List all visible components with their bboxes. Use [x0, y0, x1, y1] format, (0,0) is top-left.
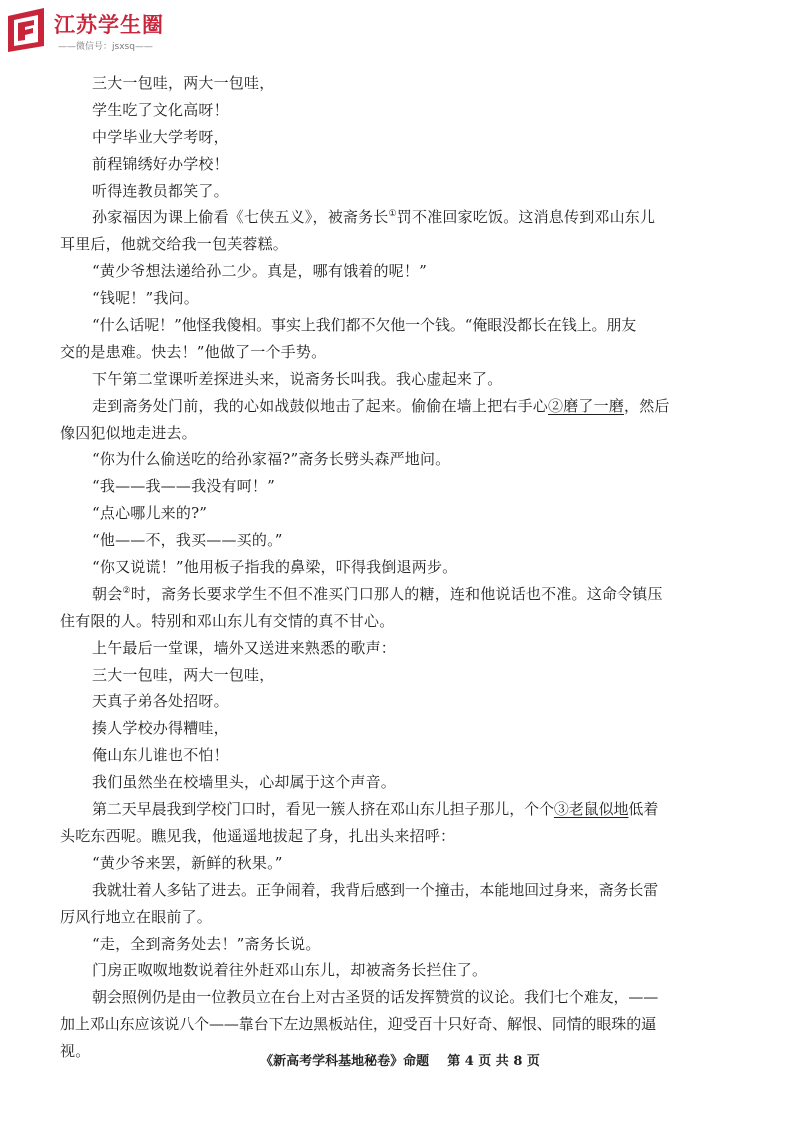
- footer-source: 《新高考学科基地秘卷》命题: [260, 1054, 430, 1069]
- text-line: [60, 796, 720, 823]
- text-span: 走到斋务处门前，我的心如战鼓似地击了起来。偷偷在墙上把右手心: [92, 396, 549, 415]
- text-line: 我就壮着人多钻了进去。正争闹着，我背后感到一个撞击，本能地回过身来，斋务长雷: [92, 880, 659, 899]
- text-line: “他——不，我买——买的。”: [92, 531, 283, 550]
- text-line: “走，全到斋务处去！”斋务长说。: [92, 934, 321, 953]
- text-span: 孙家福因为课上偷看《七侠五义》，被斋务长: [92, 208, 389, 227]
- text-line: 厉风行地立在眼前了。: [60, 907, 213, 926]
- text-line: “你为什么偷送吃的给孙家福?”斋务长劈头森严地问。: [92, 450, 451, 469]
- text-line: 下午第二堂课听差探进头来，说斋务长叫我。我心虚起来了。: [92, 369, 503, 388]
- text-line: 前程锦绣好办学校！: [92, 154, 229, 173]
- text-line: 三大一包哇，两大一包哇，: [92, 665, 275, 684]
- article-body: [60, 70, 720, 1065]
- footnote-marker: ①: [388, 209, 397, 220]
- logo: [4, 6, 164, 56]
- text-span: 第二天早晨我到学校门口时，看见一簇人挤在邓山东儿担子那儿，个个: [92, 800, 554, 819]
- marked-phrase: ③老鼠似地: [553, 800, 629, 819]
- text-span: 时，斋务长要求学生不但不准买门口那人的糖，连和他说话也不准。这命令镇压: [130, 584, 663, 603]
- text-line: [60, 393, 720, 420]
- text-line: 像囚犯似地走进去。: [60, 423, 197, 442]
- text-line: “点心哪儿来的?”: [92, 504, 208, 523]
- text-line: “我——我——我没有呵！”: [92, 477, 275, 496]
- text-line: 上午最后一堂课，墙外又送进来熟悉的歌声：: [92, 638, 397, 657]
- text-line: 住有限的人。特别和邓山东儿有交情的真不甘心。: [60, 611, 395, 630]
- logo-title: 江苏学生圈: [54, 13, 164, 37]
- text-line: [60, 581, 720, 608]
- text-line: 我们虽然坐在校墙里头，心却属于这个声音。: [92, 773, 397, 792]
- text-line: 俺山东儿谁也不怕！: [92, 746, 229, 765]
- text-line: “黄少爷想法递给孙二少。真是，哪有饿着的呢！”: [92, 262, 427, 281]
- text-line: 学生吃了文化高呀！: [92, 100, 229, 119]
- text-line: 听得连教员都笑了。: [92, 181, 229, 200]
- text-line: 三大一包哇，两大一包哇，: [92, 74, 275, 92]
- text-span: 罚不准回家吃饭。这消息传到邓山东儿: [396, 208, 656, 227]
- text-line: 门房正呶呶地数说着往外赶邓山东儿，却被斋务长拦住了。: [92, 961, 488, 980]
- text-line: “你又说谎！”他用板子指我的鼻梁，吓得我倒退两步。: [92, 558, 458, 577]
- text-line: 加上邓山东应该说八个——靠台下左边黑板站住，迎受百十只好奇、解恨、同情的眼珠的逼: [60, 1015, 657, 1034]
- text-line: [60, 204, 720, 231]
- text-span: 朝会: [92, 584, 123, 603]
- text-span: 低着: [628, 800, 659, 819]
- logo-mark-icon: [4, 6, 52, 54]
- text-line: 中学毕业大学考呀，: [92, 127, 229, 146]
- footnote-marker: ②: [122, 585, 131, 596]
- text-span: ，然后: [624, 396, 670, 415]
- page-footer: [0, 1050, 800, 1069]
- logo-subtitle: ——微信号：jsxsq——: [58, 42, 153, 52]
- text-line: 视。: [60, 1042, 91, 1061]
- text-line: 天真子弟各处招呀。: [92, 692, 229, 711]
- marked-phrase: ②磨了一磨: [548, 396, 625, 415]
- text-line: “黄少爷来罢，新鲜的秋果。”: [92, 853, 283, 872]
- text-line: 揍人学校办得糟哇，: [92, 719, 229, 738]
- text-line: 头吃东西呢。瞧见我，他遥遥地拔起了身，扎出头来招呼：: [60, 826, 456, 845]
- text-line: “什么话呢！”他怪我傻相。事实上我们都不欠他一个钱。“俺眼没都长在钱上。朋友: [92, 316, 637, 335]
- page-number: 第 4 页 共 8 页: [447, 1054, 540, 1069]
- text-line: “钱呢！”我问。: [92, 289, 199, 308]
- text-line: 耳里后，他就交给我一包芙蓉糕。: [60, 235, 289, 254]
- text-line: 交的是患难。快去！”他做了一个手势。: [60, 342, 327, 361]
- text-line: 朝会照例仍是由一位教员立在台上对古圣贤的话发挥赞赏的议论。我们七个难友，——: [92, 988, 659, 1007]
